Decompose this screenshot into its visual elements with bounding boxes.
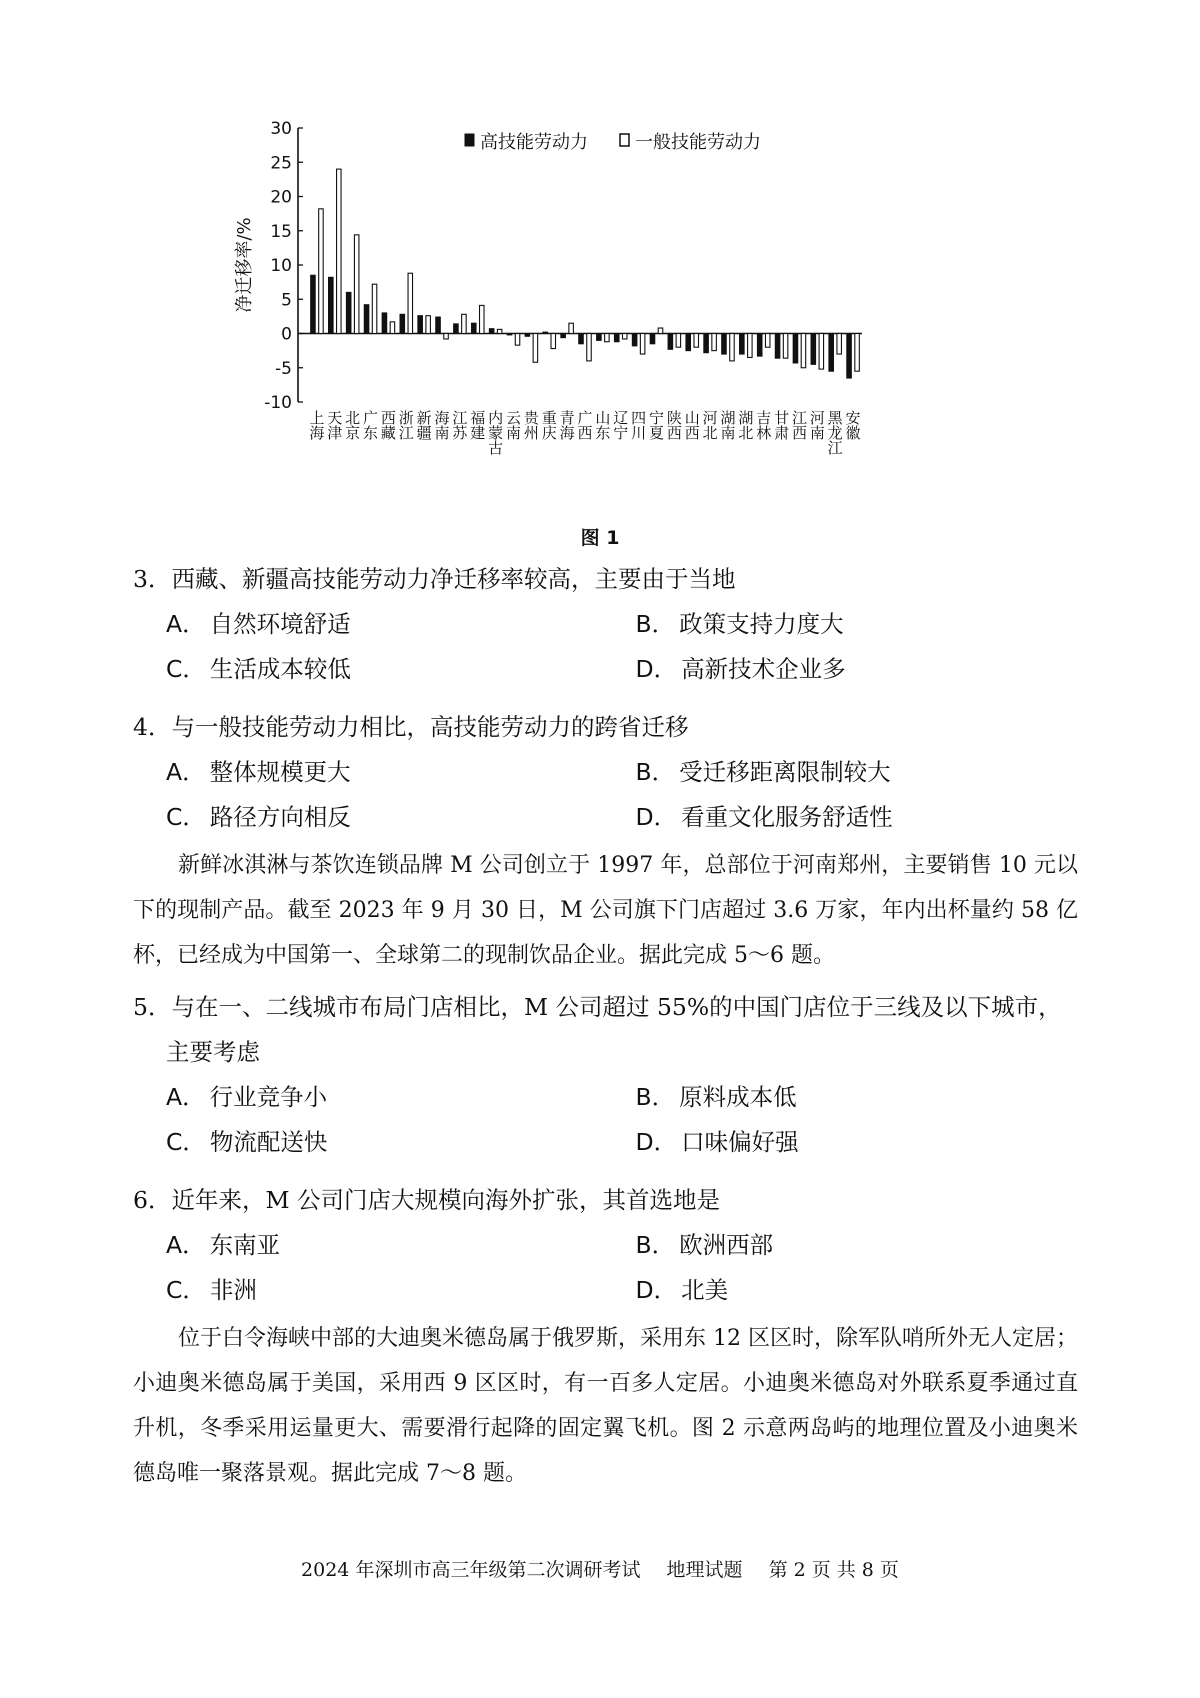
q5-option-d: D． 口味偏好强 [635, 1128, 799, 1156]
bar-general-skill-12 [533, 334, 538, 363]
bar-general-skill-8 [462, 314, 467, 333]
bar-general-skill-25 [765, 334, 770, 348]
x-tick-label: 安徽 [845, 409, 861, 442]
figure-caption: 图 1 [580, 527, 620, 549]
q3-option-c: C． 生活成本较低 [166, 655, 351, 683]
bar-general-skill-21 [694, 334, 699, 348]
x-tick-label: 山东 [595, 409, 611, 442]
page-footer [0, 1555, 1200, 1582]
bar-high-skill-5 [400, 314, 405, 333]
bar-high-skill-28 [811, 334, 816, 365]
passage-diomede-islands: 位于白令海峡中部的大迪奥米德岛属于俄罗斯，采用东 12 区区时，除军队哨所外无人定居；小迪奥米德岛属于美国，采用西 9 区区时，有一百多人定居。小迪奥米德岛对外联系夏季通过直升机，冬季采用运量更大、需要滑行起降的固定翼飞机。图 2 示意两岛屿的地理位置及小迪奥米德岛唯一聚落景观。据此完成 7～8 题。 [133, 1326, 1078, 1486]
bar-high-skill-27 [793, 334, 798, 363]
x-tick-label: 甘肃 [774, 409, 790, 442]
bar-general-skill-30 [855, 334, 860, 372]
bar-general-skill-10 [497, 329, 502, 333]
bar-high-skill-0 [311, 275, 316, 333]
x-tick-label: 青海 [559, 409, 575, 442]
passage-m-company: 新鲜冰淇淋与茶饮连锁品牌 M 公司创立于 1997 年，总部位于河南郑州，主要销售 10 元以下的现制产品。截至 2023 年 9 月 30 日，M 公司旗下门店超过 3.6 万家，年内出杯量约 58 亿杯，已经成为中国第一、全球第二的现制饮品企业。据此完成 5～6 题。 [133, 853, 1078, 968]
x-tick-label: 辽宁 [613, 409, 629, 442]
y-axis-label: 净迁移率/% [234, 217, 255, 313]
bar-general-skill-22 [712, 334, 717, 351]
legend-swatch-general-skill [620, 134, 629, 146]
bar-general-skill-27 [801, 334, 806, 368]
bar-general-skill-19 [658, 328, 663, 333]
bar-high-skill-18 [632, 334, 637, 346]
question-5-stem: 5．与在一、二线城市布局门店相比，M 公司超过 55%的中国门店位于三线及以下城市， [133, 993, 1062, 1021]
bar-high-skill-15 [579, 334, 584, 344]
x-tick-label: 黑龙江 [827, 409, 843, 457]
bar-high-skill-1 [329, 277, 334, 333]
bar-high-skill-21 [686, 334, 691, 351]
x-tick-label: 福建 [470, 409, 486, 442]
q6-option-c: C． 非洲 [166, 1276, 257, 1304]
bar-general-skill-17 [622, 334, 627, 339]
bar-general-skill-24 [748, 334, 753, 358]
x-tick-label: 上海 [309, 409, 325, 442]
bar-general-skill-13 [551, 334, 556, 349]
x-tick-label: 吉林 [756, 409, 772, 442]
q6-option-a: A． 东南亚 [166, 1231, 281, 1259]
y-tick-label: 0 [281, 324, 292, 345]
legend-swatch-high-skill [465, 134, 474, 146]
question-6-stem: 6．近年来，M 公司门店大规模向海外扩张，其首选地是 [133, 1186, 720, 1214]
bar-general-skill-0 [319, 209, 324, 334]
bar-general-skill-14 [569, 323, 574, 333]
y-tick-label: 30 [270, 120, 292, 139]
question-6-options [133, 1229, 1078, 1319]
x-tick-label: 陕西 [666, 409, 682, 442]
q5-option-a: A． 行业竞争小 [166, 1083, 328, 1111]
bar-high-skill-19 [650, 334, 655, 344]
y-tick-label: 5 [281, 290, 292, 311]
footer-page-number: 第 2 页 共 8 页 [768, 1559, 899, 1581]
bar-high-skill-25 [757, 334, 762, 357]
bar-general-skill-29 [837, 334, 842, 355]
footer-subject: 地理试题 [666, 1559, 743, 1581]
x-tick-label: 河南 [809, 409, 825, 442]
x-tick-label: 湖北 [738, 409, 754, 442]
bar-general-skill-18 [640, 334, 645, 355]
q6-option-d: D． 北美 [635, 1276, 729, 1304]
bar-high-skill-11 [507, 334, 512, 335]
q5-option-c: C． 物流配送快 [166, 1128, 328, 1156]
question-3-options [133, 608, 1078, 698]
x-tick-label: 新疆 [416, 409, 432, 442]
question-5-options [133, 1081, 1078, 1171]
bar-general-skill-9 [480, 305, 485, 333]
bar-high-skill-29 [829, 334, 834, 372]
y-tick-label: -5 [275, 358, 292, 379]
bar-high-skill-30 [847, 334, 852, 379]
q6-option-b: B． 欧洲西部 [635, 1231, 774, 1259]
bar-high-skill-16 [597, 334, 602, 341]
bar-general-skill-4 [390, 322, 395, 334]
x-tick-label: 山西 [684, 409, 700, 442]
bar-general-skill-23 [730, 334, 735, 361]
bar-general-skill-11 [515, 334, 520, 346]
q3-option-a: A． 自然环境舒适 [166, 610, 351, 638]
x-tick-label: 云南 [506, 409, 522, 442]
bar-general-skill-5 [408, 273, 413, 333]
x-tick-label: 四川 [631, 409, 647, 442]
bar-high-skill-8 [454, 324, 459, 334]
bar-general-skill-15 [587, 334, 592, 361]
bar-high-skill-3 [364, 305, 369, 334]
x-tick-label: 重庆 [541, 409, 557, 442]
x-tick-label: 海南 [434, 409, 450, 442]
bar-high-skill-13 [543, 332, 548, 333]
q4-option-a: A． 整体规模更大 [166, 758, 351, 786]
y-tick-label: 20 [270, 187, 292, 208]
bar-high-skill-20 [668, 334, 673, 350]
x-tick-label: 广东 [363, 409, 379, 442]
q3-option-d: D． 高新技术企业多 [635, 655, 846, 683]
migration-rate-bar-chart [180, 120, 960, 510]
question-3-stem: 3．西藏、新疆高技能劳动力净迁移率较高，主要由于当地 [133, 565, 736, 593]
q5-option-b: B． 原料成本低 [635, 1083, 797, 1111]
y-tick-label: 10 [270, 256, 292, 276]
x-tick-label: 广西 [577, 409, 593, 442]
bar-high-skill-17 [614, 334, 619, 342]
bar-general-skill-3 [372, 284, 377, 333]
bar-high-skill-22 [704, 334, 709, 353]
q4-option-b: B． 受迁移距离限制较大 [635, 758, 891, 786]
bar-high-skill-6 [418, 316, 423, 334]
footer-exam-title: 2024 年深圳市高三年级第二次调研考试 [301, 1559, 641, 1581]
x-tick-label: 内蒙古 [488, 409, 504, 457]
y-tick-label: 15 [270, 221, 292, 242]
legend-label-high-skill: 高技能劳动力 [480, 132, 588, 153]
bar-high-skill-14 [561, 334, 566, 338]
x-tick-label: 北京 [345, 409, 361, 442]
bar-high-skill-24 [740, 334, 745, 355]
chart-legend [465, 132, 761, 153]
q3-option-b: B． 政策支持力度大 [635, 610, 844, 638]
bar-general-skill-26 [783, 334, 788, 359]
legend-label-general-skill: 一般技能劳动力 [635, 132, 761, 153]
bar-general-skill-20 [676, 334, 681, 348]
q4-option-d: D． 看重文化服务舒适性 [635, 803, 893, 831]
x-tick-label: 湖南 [720, 409, 736, 442]
x-tick-label: 宁夏 [648, 409, 664, 442]
bar-general-skill-1 [337, 169, 342, 333]
y-tick-label: 25 [270, 153, 292, 174]
bar-high-skill-26 [775, 334, 780, 359]
x-tick-label: 贵州 [523, 409, 539, 442]
bar-general-skill-6 [426, 316, 431, 334]
question-4-stem: 4．与一般技能劳动力相比，高技能劳动力的跨省迁移 [133, 713, 689, 741]
bar-general-skill-16 [605, 334, 610, 342]
bar-high-skill-10 [489, 329, 494, 334]
bar-high-skill-4 [382, 313, 387, 334]
x-tick-label: 江苏 [452, 409, 468, 442]
y-tick-label: -10 [264, 393, 292, 413]
bar-high-skill-23 [722, 334, 727, 355]
question-4-options [133, 756, 1078, 846]
bar-general-skill-28 [819, 334, 824, 370]
x-tick-label: 江西 [791, 409, 807, 442]
x-tick-label: 天津 [327, 409, 343, 442]
bar-high-skill-2 [346, 292, 351, 333]
bar-general-skill-2 [354, 235, 359, 334]
x-tick-labels [309, 409, 860, 457]
bar-high-skill-9 [472, 323, 477, 333]
q4-option-c: C． 路径方向相反 [166, 803, 351, 831]
bar-high-skill-7 [436, 317, 441, 333]
x-tick-label: 河北 [702, 409, 718, 442]
bar-general-skill-7 [444, 334, 449, 339]
questions-content [133, 563, 1078, 1496]
x-tick-label: 西藏 [380, 409, 396, 442]
chart-bars [311, 169, 860, 378]
bar-high-skill-12 [525, 334, 530, 337]
question-5-stem-continued: 主要考虑 [166, 1038, 260, 1066]
x-tick-label: 浙江 [398, 409, 414, 442]
